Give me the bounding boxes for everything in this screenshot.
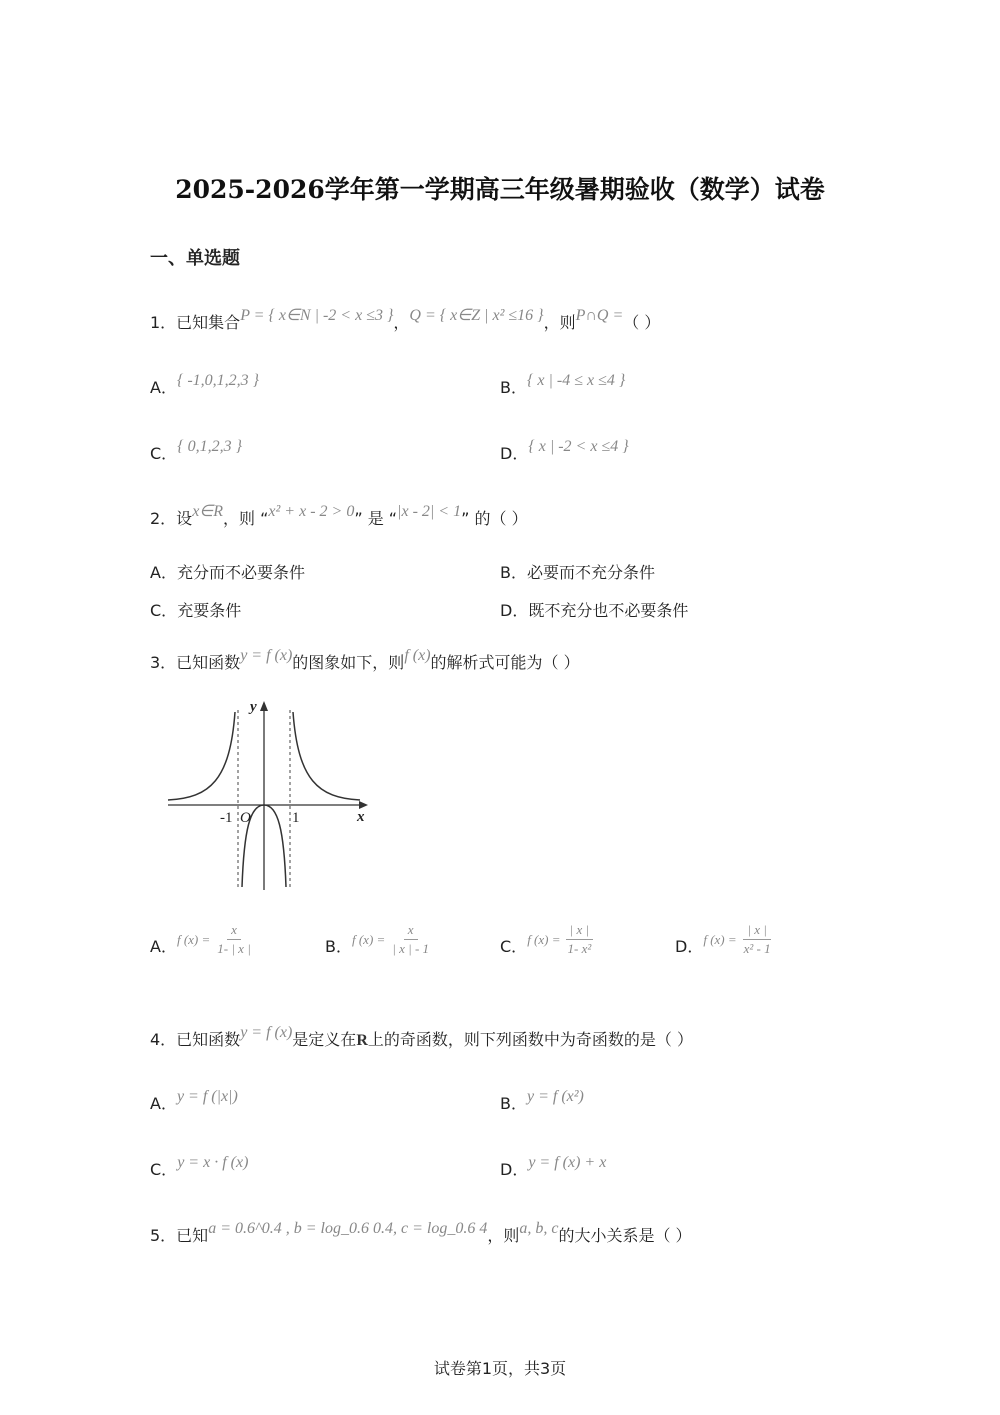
question-4-real-set: R xyxy=(356,1032,368,1049)
option-c-denominator: 1- x² xyxy=(567,941,592,956)
question-5-number: 5．已知 xyxy=(150,1226,209,1245)
x-label: x xyxy=(357,809,365,825)
function-graph xyxy=(160,690,380,900)
question-3-option-d: D．$^{f (x) =}$ $\frac{| x |}{\text{x² - 1}}$ xyxy=(675,930,775,965)
question-2-option-d: D．既不充分也不必要条件 xyxy=(500,601,689,620)
question-1 xyxy=(150,307,661,333)
question-5-tail: 的大小关系是（ ） xyxy=(558,1226,692,1245)
question-1-option-b: B．{ x | -4 ≤ x ≤4 } xyxy=(500,372,626,397)
question-3-option-c: C．$^{f (x) =}$ $\frac{| x |}{\text{1- x²}}$ xyxy=(500,930,595,965)
option-b-numerator: x xyxy=(404,922,418,940)
question-2-option-c: C．充要条件 xyxy=(150,601,242,620)
question-2-then: ，则 “ xyxy=(223,509,269,528)
question-1-set-p: P = { x∈N | -2 < x ≤3 } xyxy=(240,307,394,324)
section-heading: 一、单选题 xyxy=(150,248,240,269)
question-2-mid: ” 是 “ xyxy=(354,509,398,528)
question-2-condition: x∈R xyxy=(192,503,223,520)
question-2-option-a: A．充分而不必要条件 xyxy=(150,563,305,582)
option-b-denominator: | x | - 1 xyxy=(392,941,430,956)
option-d-fraction xyxy=(740,922,775,957)
question-2-option-b: B．必要而不充分条件 xyxy=(500,563,655,582)
option-c-fraction xyxy=(564,922,596,957)
question-4-number: 4．已知函数 xyxy=(150,1030,241,1049)
question-3-function-2: f (x) xyxy=(404,647,431,664)
curve-left-branch xyxy=(168,712,235,800)
option-a-math: { -1,0,1,2,3 } xyxy=(176,372,260,389)
option-c-math: { 0,1,2,3 } xyxy=(177,438,242,455)
tick-label-neg-one: -1 xyxy=(220,810,233,826)
option-c-text: 充要条件 xyxy=(177,601,242,620)
question-1-set-q: Q = { x∈Z | x² ≤16 } xyxy=(409,307,544,324)
option-c-math: y = x · f (x) xyxy=(177,1154,249,1171)
question-1-then: ，则 xyxy=(543,313,576,332)
option-d-text: 既不充分也不必要条件 xyxy=(528,601,689,620)
question-3-option-a: A．$^{f (x) =}$ $\frac{x}{1- | x |}$ xyxy=(150,930,255,965)
option-a-denominator: 1- | x | xyxy=(217,941,251,956)
option-a-text: 充分而不必要条件 xyxy=(176,563,305,582)
option-c-numerator: | x | xyxy=(566,922,593,940)
option-b-text: 必要而不充分条件 xyxy=(526,563,655,582)
question-4-option-c: C．y = x · f (x) xyxy=(150,1154,249,1179)
option-d-denominator: x² - 1 xyxy=(743,941,771,956)
option-a-prefix: f (x) = xyxy=(176,932,211,947)
question-4-tail: 上的奇函数，则下列函数中为奇函数的是（ ） xyxy=(367,1030,693,1049)
question-5-then: ，则 xyxy=(487,1226,520,1245)
x-axis-arrow xyxy=(359,801,368,809)
option-b-math: { x | -4 ≤ x ≤4 } xyxy=(526,372,626,389)
question-3-tail: 的解析式可能为（ ） xyxy=(430,653,580,672)
option-d-numerator: | x | xyxy=(743,922,770,940)
question-1-separator: ， xyxy=(393,313,410,332)
question-2-expression-2: |x - 2| < 1 xyxy=(397,503,462,520)
question-4-option-a: A．y = f (|x|) xyxy=(150,1088,238,1113)
question-2-tail: ” 的（ ） xyxy=(461,509,528,528)
option-d-math: { x | -2 < x ≤4 } xyxy=(528,438,629,455)
question-1-tail: （ ） xyxy=(623,313,661,332)
option-a-numerator: x xyxy=(227,922,241,940)
question-5 xyxy=(150,1220,692,1246)
page-footer: 试卷第1页，共3页 xyxy=(433,1359,567,1378)
page-title: 2025-2026学年第一学期高三年级暑期验收（数学）试卷 xyxy=(175,175,825,204)
question-2-number: 2．设 xyxy=(150,509,193,528)
question-3-number: 3．已知函数 xyxy=(150,653,241,672)
question-4-option-b: B．y = f (x²) xyxy=(500,1088,584,1113)
option-c-prefix: f (x) = xyxy=(527,932,561,947)
question-3-function: y = f (x) xyxy=(240,647,293,664)
tick-label-one: 1 xyxy=(292,810,300,826)
option-d-math: y = f (x) + x xyxy=(528,1154,607,1171)
option-b-fraction xyxy=(388,922,433,957)
origin-label: O xyxy=(240,810,251,826)
question-5-expression: a = 0.6^0.4 , b = log_0.6 0.4, c = log_0.6 4 xyxy=(208,1220,488,1237)
question-3 xyxy=(150,647,580,673)
curve-right-branch xyxy=(293,712,360,800)
question-4-function: y = f (x) xyxy=(240,1024,293,1041)
question-1-option-d: D．{ x | -2 < x ≤4 } xyxy=(500,438,629,463)
question-5-vars: a, b, c xyxy=(519,1220,559,1237)
option-a-math: y = f (|x|) xyxy=(176,1088,238,1105)
question-4-option-d: D．y = f (x) + x xyxy=(500,1154,607,1179)
question-1-number: 1．已知集合 xyxy=(150,313,241,332)
option-b-math: y = f (x²) xyxy=(526,1088,584,1105)
question-1-expression: P∩Q = xyxy=(575,307,624,324)
question-4-mid: 是定义在 xyxy=(292,1030,357,1049)
question-3-option-b: B．$^{f (x) =}$ $\frac{x}{| x | - 1}$ xyxy=(325,930,433,965)
question-4 xyxy=(150,1024,693,1050)
question-1-option-c: C．{ 0,1,2,3 } xyxy=(150,438,242,463)
y-label: y xyxy=(250,699,257,715)
option-a-fraction xyxy=(213,922,255,957)
option-b-prefix: f (x) = xyxy=(351,932,386,947)
question-2 xyxy=(150,503,528,529)
y-axis-arrow xyxy=(260,701,268,711)
option-d-prefix: f (x) = xyxy=(703,932,737,947)
question-3-mid: 的图象如下，则 xyxy=(292,653,405,672)
question-2-expression-1: x² + x - 2 > 0 xyxy=(268,503,355,520)
question-1-option-a: A．{ -1,0,1,2,3 } xyxy=(150,372,260,397)
